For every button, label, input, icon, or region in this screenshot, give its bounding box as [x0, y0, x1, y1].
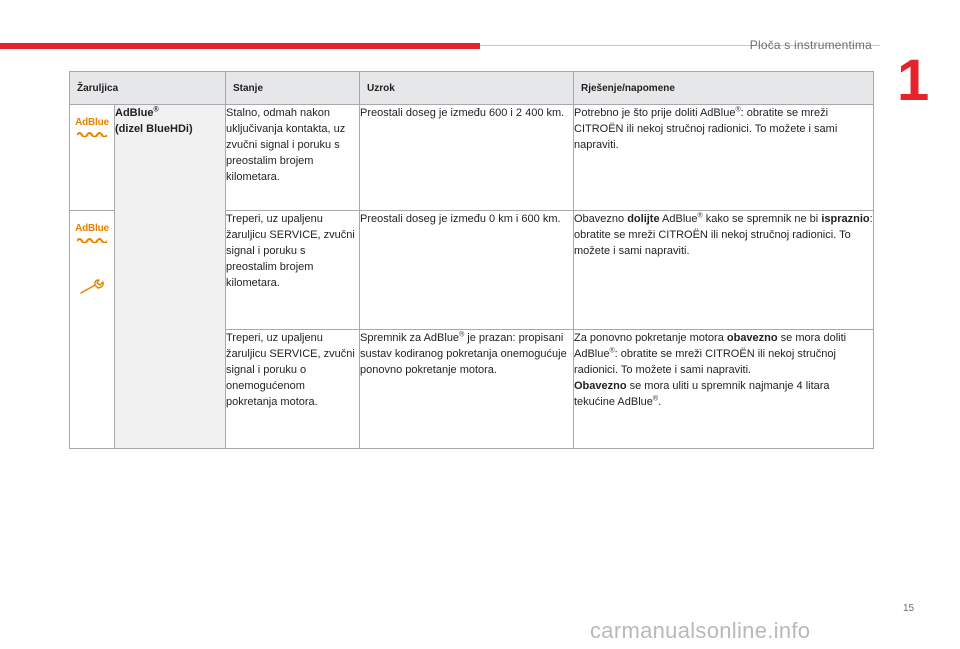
cause-cell: Preostali doseg je između 600 i 2 400 km.	[360, 105, 574, 211]
solution-cell: Obavezno dolijte AdBlue® kako se spremnik ne bi ispraznio: obratite se mreži CITROËN ili nekoj stručnoj radionici. To možete i sami napraviti.	[574, 211, 874, 330]
table-header-row	[70, 72, 874, 105]
state-cell: Treperi, uz upaljenu žaruljicu SERVICE, zvučni signal i poruku o onemogućenom pokretanja motora.	[226, 330, 360, 449]
solution-cell: Potrebno je što prije doliti AdBlue®: obratite se mreži CITROËN ili nekoj stručnoj radionici. To možete i sami napraviti.	[574, 105, 874, 211]
adblue-icon: AdBlue	[73, 221, 111, 243]
state-cell: Treperi, uz upaljenu žaruljicu SERVICE, zvučni signal i poruku s preostalim brojem kilometara.	[226, 211, 360, 330]
cause-cell: Spremnik za AdBlue® je prazan: propisani sustav kodiranog pokretanja onemogućuje ponovno pokretanje motora.	[360, 330, 574, 449]
table-row	[70, 105, 874, 211]
col-header-cause: Uzrok	[360, 72, 574, 105]
header-red-bar	[0, 43, 480, 49]
watermark: carmanualsonline.info	[590, 618, 811, 643]
col-header-solution: Rješenje/napomene	[574, 72, 874, 105]
wrench-icon	[80, 279, 106, 295]
section-title: Ploča s instrumentima	[749, 38, 872, 52]
lamp-icon-cell	[70, 105, 115, 211]
chapter-number: 1	[897, 48, 930, 113]
lamp-name: AdBlue® (dizel BlueHDi)	[115, 105, 226, 449]
col-header-lamp: Žaruljica	[70, 72, 226, 105]
page-number: 15	[903, 603, 915, 614]
state-cell: Stalno, odmah nakon uključivanja kontakta, uz zvučni signal i poruku s preostalim brojem kilometara.	[226, 105, 360, 211]
cause-cell: Preostali doseg je između 0 km i 600 km.	[360, 211, 574, 330]
adblue-icon: AdBlue	[73, 115, 111, 137]
lamp-icon-cell	[70, 211, 115, 449]
solution-cell: Za ponovno pokretanje motora obavezno se mora doliti AdBlue®: obratite se mreži CITROËN ili nekoj stručnoj radionici. To možete i sami napraviti. Obavezno se mora uliti u spremnik najmanje 4 litara tekućine AdBlue®.	[574, 330, 874, 449]
warning-lamp-table	[69, 71, 874, 449]
col-header-state: Stanje	[226, 72, 360, 105]
